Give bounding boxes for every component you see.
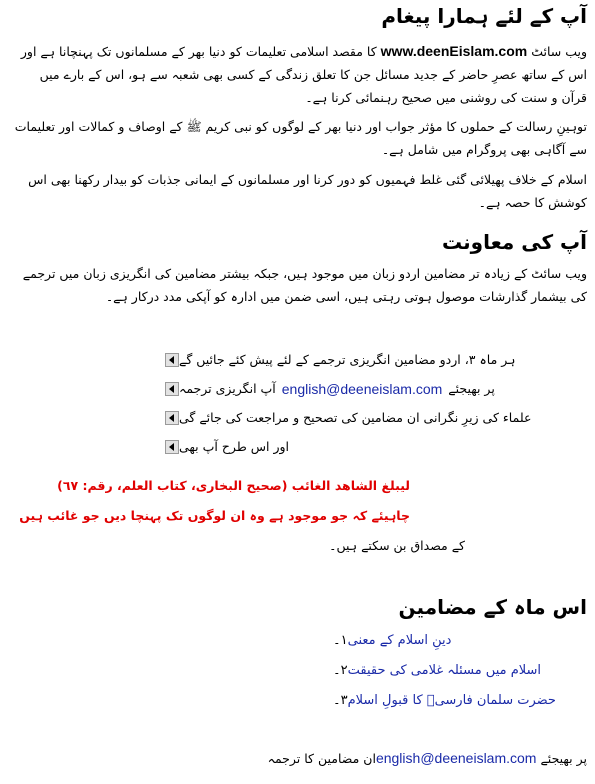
closing-text: کے مصداق بن سکتے ہیں۔ [329, 538, 465, 553]
item-number: ۳۔ [333, 692, 348, 708]
list-item [327, 685, 587, 715]
month-articles-heading: اس ماہ کے مضامین [398, 595, 587, 619]
footer-text-post: پر بھیجئے [540, 750, 587, 766]
list-item [157, 345, 587, 374]
message-paragraph-2: توہینِ رسالت کے حملوں کا مؤثر جواب اور دنیا بھر کے لوگوں کو نبی کریم ﷺ کے اوصاف و کمالات اور تعلیمات سے آگاہی بھی پروگرام میں شامل ہے۔ [14, 119, 587, 157]
list-item [327, 655, 587, 685]
message-paragraph-3: اسلام کے خلاف پھیلائی گئی غلط فہمیوں کو دور کرنا اور مسلمانوں کے ایمانی جذبات کو بیدار رکھنا بھی اس کوشش کا حصہ ہے۔ [28, 172, 587, 210]
message-heading: آپ کے لئے ہمارا پیغام [381, 4, 587, 28]
hadith-translation: چاہیئے کہ جو موجود ہے وہ ان لوگوں تک پہنچا دیں جو غائب ہیں [19, 508, 410, 523]
footer-text-pre: ان مضامین کا ترجمہ [267, 750, 376, 766]
list-item [327, 625, 587, 655]
list-item [157, 432, 587, 461]
para1-post: کا مقصد اسلامی تعلیمات کو دنیا بھر کے مسلمانوں تک پہنچانا ہے اور اس کے ساتھ عصرِ حاضر کے جدید مسائل جن کا تعلق زندگی کے کسی بھی شعبہ سے ہو، اس کے بارے میں قرآن و سنت کی روشنی میں صحیح رہنمائی کرنا ہے۔ [20, 44, 587, 105]
message-paragraph-1 [12, 40, 587, 109]
item-number: ۱۔ [333, 632, 348, 648]
bullet-text-post: پر بھیجئے [448, 381, 495, 396]
site-url[interactable]: www.deenEislam.com [380, 43, 528, 59]
item-number: ۲۔ [333, 662, 348, 678]
bullet-text: ہر ماہ ۳، اردو مضامین انگریزی ترجمے کے لئے پیش کئے جائیں گے [179, 352, 516, 367]
list-item [157, 374, 587, 403]
email-link[interactable]: english@deeneislam.com [281, 380, 443, 397]
footer [268, 750, 587, 766]
help-heading: آپ کی معاونت [441, 230, 587, 254]
article-link[interactable]: دینِ اسلام کے معنی [347, 632, 452, 648]
article-link[interactable]: حضرت سلمان فارسیؓ کا قبولِ اسلام [347, 692, 556, 708]
para1-pre: ویب سائٹ [531, 44, 587, 59]
help-paragraph: ویب سائٹ کے زیادہ تر مضامین اردو زبان میں موجود ہیں، جبکہ بیشتر مضامین کی انگریزی زبان میں ترجمے کی بیشمار گذارشات موصول ہوتی رہتی ہیں، اسی ضمن میں ادارہ کو آپکی مدد درکار ہے۔ [22, 266, 587, 304]
bullet-text: علماء کی زیرِ نگرانی ان مضامین کی تصحیح و مراجعت کی جائے گی [179, 410, 532, 425]
arrow-icon [165, 440, 179, 454]
arrow-icon [165, 353, 179, 367]
list-item [157, 403, 587, 432]
hadith-text: لیبلغ الشاھد الغائب (صحیح البخاری، کتاب العلم، رقم: ٦٧) [57, 478, 410, 493]
arrow-icon [165, 382, 179, 396]
bullet-text: اور اس طرح آپ بھی [179, 439, 289, 454]
arrow-icon [165, 411, 179, 425]
month-articles-list [327, 625, 587, 715]
bullet-text-pre: آپ انگریزی ترجمہ [179, 381, 276, 396]
help-bullets [157, 345, 587, 461]
article-link[interactable]: اسلام میں مسئلہ غلامی کی حقیقت [347, 662, 542, 678]
footer-email-link[interactable]: english@deeneislam.com [375, 750, 537, 766]
